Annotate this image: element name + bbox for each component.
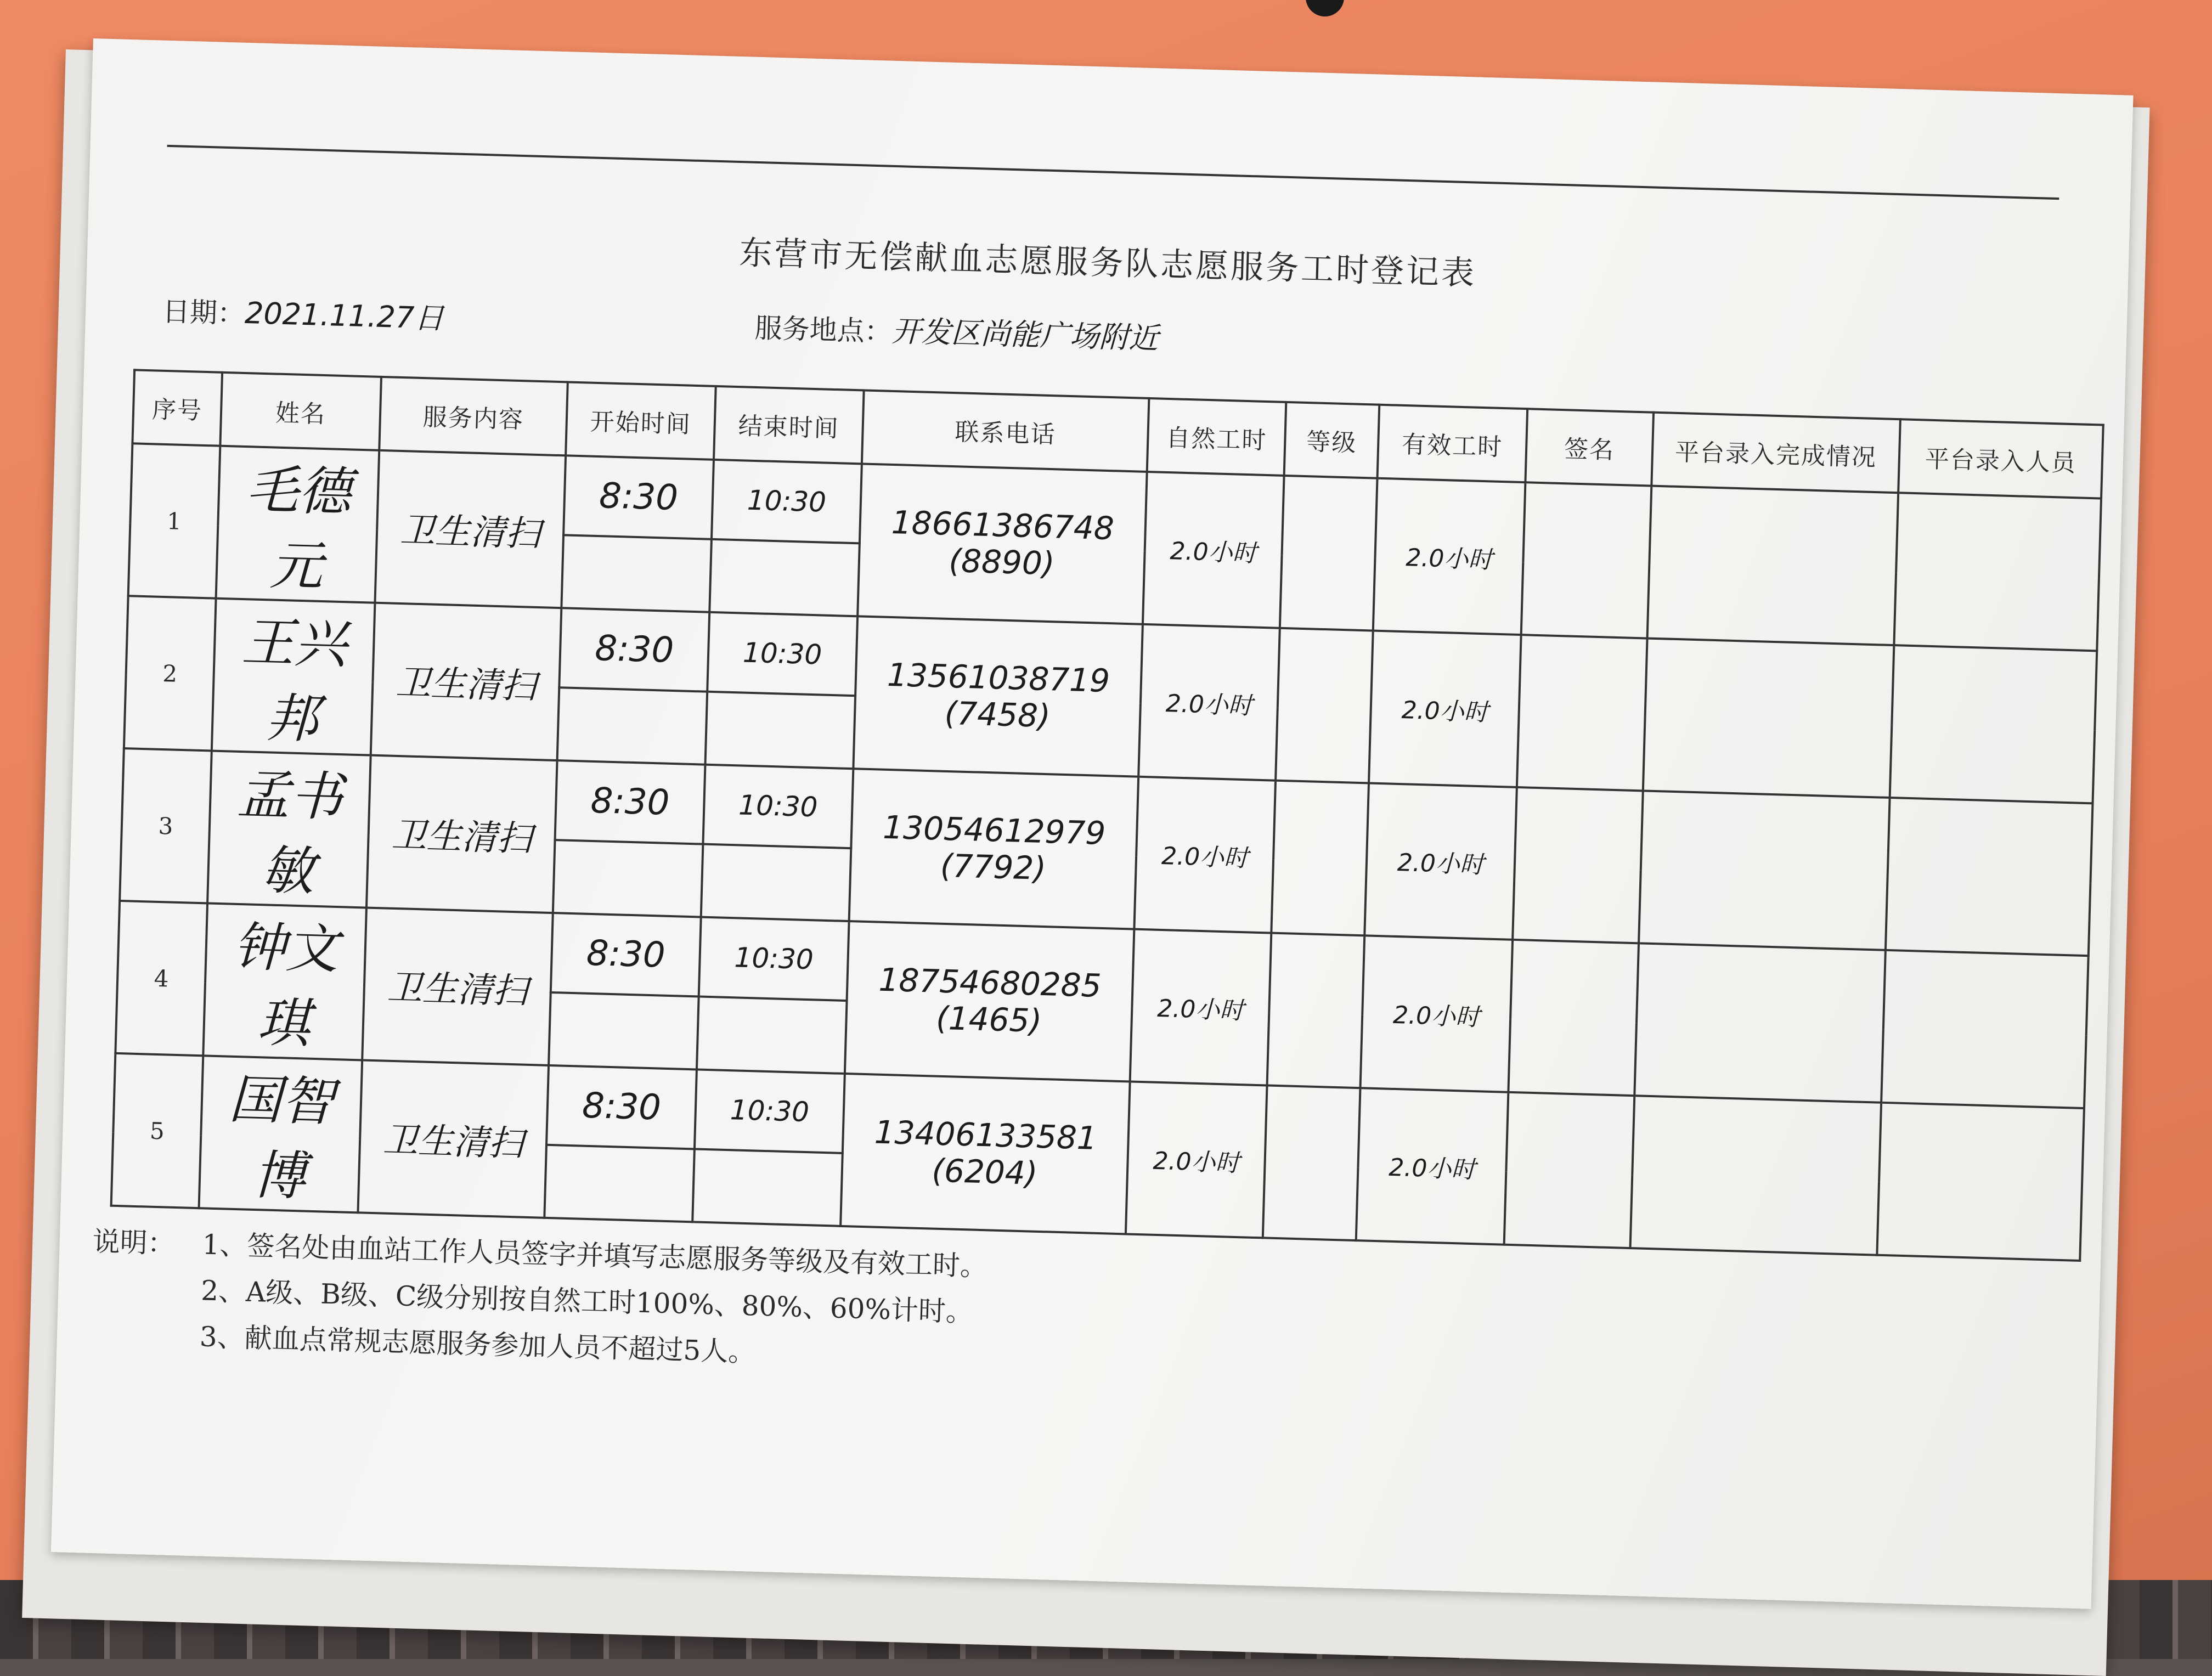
start-time-extra [549, 992, 699, 1070]
location-field [754, 304, 1159, 358]
start-time: 8:30 [551, 913, 701, 996]
entry-status-cell [1639, 791, 1890, 950]
effective-hours: 2.0小时 [1373, 478, 1526, 635]
entry-person-cell [1877, 1103, 2084, 1261]
entry-status-cell [1630, 1096, 1882, 1255]
signature-cell [1513, 787, 1643, 943]
entry-person-cell [1890, 645, 2097, 803]
signature-cell [1521, 482, 1652, 638]
phone-cell [857, 464, 1147, 624]
note-line: 3、献血点常规志愿服务参加人员不超过5人。 [199, 1321, 757, 1368]
phone-number: 18754680285 [878, 961, 1102, 1005]
start-time-extra [561, 535, 712, 612]
notes-section [89, 1218, 988, 1381]
natural-hours: 2.0小时 [1126, 1082, 1267, 1238]
signature-cell [1517, 635, 1647, 791]
row-index: 5 [111, 1053, 204, 1208]
phone-extension: (8890) [948, 541, 1056, 583]
header-cell: 序号 [132, 370, 222, 445]
entry-person-cell [1881, 950, 2089, 1108]
level-cell [1276, 628, 1373, 783]
signature-cell [1504, 1092, 1635, 1248]
phone-extension: (7458) [944, 694, 1051, 735]
natural-hours: 2.0小时 [1130, 929, 1272, 1086]
entry-status-cell [1634, 943, 1886, 1102]
phone-number: 13561038719 [887, 656, 1110, 700]
effective-hours: 2.0小时 [1364, 783, 1517, 939]
volunteer-name: 钟文琪 [203, 903, 366, 1060]
header-rule [167, 145, 2059, 200]
header-cell: 姓名 [220, 373, 381, 450]
service-content: 卫生清扫 [366, 755, 557, 913]
phone-number: 13406133581 [873, 1113, 1098, 1158]
header-cell: 服务内容 [379, 377, 568, 455]
phone-number: 13054612979 [882, 809, 1107, 853]
end-time: 10:30 [712, 460, 862, 543]
phone-extension: (1465) [935, 999, 1043, 1040]
natural-hours: 2.0小时 [1138, 624, 1280, 781]
form-title: 东营市无偿献血志愿服务队志愿服务工时登记表 [738, 234, 1477, 293]
header-cell: 有效工时 [1378, 405, 1528, 482]
end-time: 10:30 [703, 765, 853, 848]
level-cell [1271, 781, 1369, 936]
end-time-extra [692, 1149, 843, 1226]
start-time: 8:30 [559, 608, 709, 691]
end-time-extra [709, 539, 860, 617]
registration-sheet [51, 38, 2134, 1609]
service-content: 卫生清扫 [375, 450, 566, 608]
volunteer-name: 毛德元 [216, 446, 380, 603]
service-content: 卫生清扫 [358, 1060, 549, 1217]
natural-hours: 2.0小时 [1143, 472, 1284, 628]
notes-label: 说明： [92, 1225, 176, 1260]
end-time-extra [705, 692, 855, 769]
start-time: 8:30 [555, 760, 706, 844]
date-field [162, 287, 444, 337]
date-label: 日期： [162, 295, 245, 330]
end-time-extra [701, 844, 851, 921]
row-index: 3 [120, 748, 212, 903]
signature-cell [1508, 940, 1639, 1096]
phone-extension: (6204) [931, 1152, 1039, 1192]
effective-hours: 2.0小时 [1369, 631, 1521, 787]
volunteer-name: 王兴邦 [212, 599, 375, 755]
start-time: 8:30 [546, 1065, 697, 1149]
header-cell: 联系电话 [862, 390, 1149, 471]
row-index: 1 [128, 443, 221, 598]
date-value: 2021.11.27日 [244, 295, 445, 336]
effective-hours: 2.0小时 [1356, 1088, 1509, 1244]
row-index: 4 [115, 901, 207, 1056]
header-cell: 自然工时 [1147, 398, 1286, 476]
header-cell: 开始时间 [566, 382, 716, 459]
phone-cell [849, 769, 1139, 929]
entry-status-cell [1643, 639, 1894, 798]
natural-hours: 2.0小时 [1134, 777, 1276, 933]
header-cell: 等级 [1284, 402, 1380, 478]
entry-person-cell [1894, 493, 2101, 651]
effective-hours: 2.0小时 [1360, 935, 1513, 1092]
registration-table [110, 369, 2104, 1262]
service-content: 卫生清扫 [371, 603, 562, 760]
phone-cell [840, 1074, 1130, 1234]
end-time: 10:30 [695, 1069, 845, 1153]
phone-extension: (7792) [940, 847, 1047, 888]
start-time-extra [544, 1145, 695, 1222]
end-time: 10:30 [707, 612, 857, 696]
entry-person-cell [1886, 798, 2093, 956]
phone-cell [853, 616, 1143, 776]
location-label: 服务地点： [754, 312, 893, 348]
volunteer-name: 国智博 [199, 1056, 363, 1212]
start-time-extra [557, 687, 708, 765]
level-cell [1267, 933, 1365, 1088]
header-cell: 平台录入人员 [1898, 419, 2103, 498]
header-cell: 结束时间 [714, 386, 864, 464]
end-time: 10:30 [699, 917, 849, 1001]
start-time-extra [553, 840, 703, 917]
note-text: 1、签名处由血站工作人员签字并填写志愿服务等级及有效工时。 [201, 1228, 988, 1283]
note-line: 2、A级、B级、C级分别按自然工时100%、80%、60%计时。 [200, 1274, 974, 1328]
row-index: 2 [124, 596, 216, 750]
volunteer-name: 孟书敏 [207, 751, 371, 908]
level-cell [1263, 1085, 1361, 1240]
level-cell [1280, 476, 1378, 631]
header-cell: 签名 [1525, 409, 1654, 486]
start-time: 8:30 [563, 455, 714, 539]
phone-cell [845, 921, 1135, 1081]
end-time-extra [697, 996, 847, 1074]
phone-number: 18661386748 [891, 504, 1115, 548]
location-value: 开发区尚能广场附近 [891, 313, 1159, 356]
entry-status-cell [1647, 486, 1899, 645]
header-cell: 平台录入完成情况 [1651, 413, 1900, 493]
service-content: 卫生清扫 [362, 908, 553, 1065]
